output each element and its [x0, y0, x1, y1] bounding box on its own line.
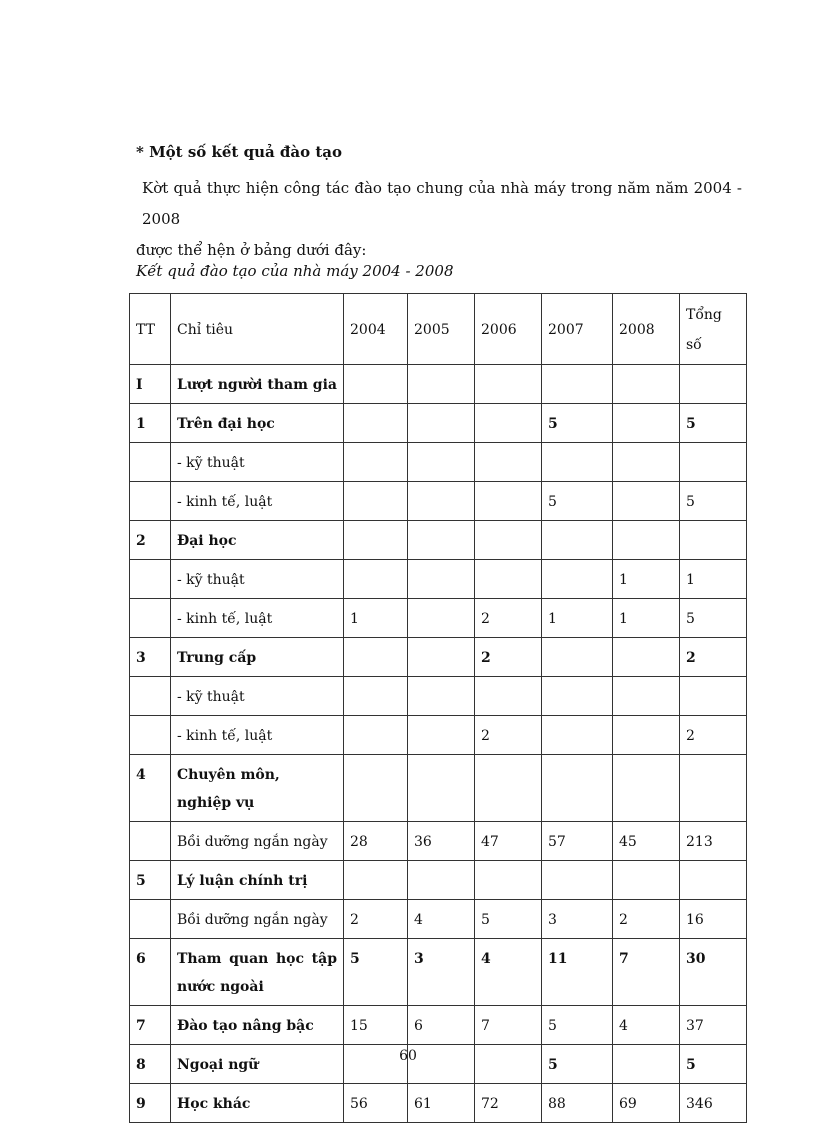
cell-2007: 3 — [542, 900, 613, 939]
cell-2007 — [542, 861, 613, 900]
cell-2006: 7 — [475, 1006, 542, 1045]
cell-label: Trung cấp — [171, 638, 344, 677]
header-tt: TT — [130, 294, 171, 365]
cell-2005 — [408, 716, 475, 755]
cell-2005: 4 — [408, 900, 475, 939]
table-row — [130, 560, 747, 599]
cell-tt: I — [130, 365, 171, 404]
cell-2006 — [475, 521, 542, 560]
cell-total — [680, 755, 747, 822]
cell-2008: 45 — [613, 822, 680, 861]
cell-tt — [130, 900, 171, 939]
cell-tt: 3 — [130, 638, 171, 677]
table-row — [130, 861, 747, 900]
cell-label: Chuyên môn, nghiệp vụ — [171, 755, 344, 822]
cell-2008 — [613, 677, 680, 716]
cell-2004 — [344, 365, 408, 404]
cell-2005: 61 — [408, 1084, 475, 1123]
cell-2006: 47 — [475, 822, 542, 861]
cell-total: 5 — [680, 404, 747, 443]
cell-2006 — [475, 861, 542, 900]
cell-2008 — [613, 521, 680, 560]
cell-2005 — [408, 521, 475, 560]
cell-2007 — [542, 716, 613, 755]
cell-label: Bồi dưỡng ngắn ngày — [171, 900, 344, 939]
intro-paragraph — [136, 173, 742, 266]
cell-total: 5 — [680, 482, 747, 521]
table-row — [130, 1006, 747, 1045]
paragraph-line-1: Kờt quả thực hiện công tác đào tạo chung của nhà máy trong năm năm 2004 - 2008 — [142, 179, 742, 228]
cell-2005 — [408, 365, 475, 404]
cell-2006: 5 — [475, 900, 542, 939]
table-row — [130, 404, 747, 443]
cell-total: 213 — [680, 822, 747, 861]
cell-2006: 2 — [475, 599, 542, 638]
cell-total: 5 — [680, 1045, 747, 1084]
cell-tt: 5 — [130, 861, 171, 900]
cell-total — [680, 861, 747, 900]
cell-2008: 1 — [613, 560, 680, 599]
cell-2007: 5 — [542, 404, 613, 443]
cell-tt: 7 — [130, 1006, 171, 1045]
cell-tt — [130, 822, 171, 861]
cell-2004: 56 — [344, 1084, 408, 1123]
cell-2004 — [344, 521, 408, 560]
cell-2004 — [344, 443, 408, 482]
table-row — [130, 482, 747, 521]
cell-2008: 7 — [613, 939, 680, 1006]
cell-2007: 5 — [542, 1045, 613, 1084]
table-row — [130, 443, 747, 482]
cell-2008: 69 — [613, 1084, 680, 1123]
cell-tt: 1 — [130, 404, 171, 443]
cell-2005 — [408, 638, 475, 677]
table-row — [130, 599, 747, 638]
cell-2005 — [408, 443, 475, 482]
table-row — [130, 716, 747, 755]
cell-2004 — [344, 755, 408, 822]
cell-tt: 2 — [130, 521, 171, 560]
cell-tt — [130, 599, 171, 638]
cell-total: 30 — [680, 939, 747, 1006]
cell-2004: 15 — [344, 1006, 408, 1045]
cell-total — [680, 365, 747, 404]
table-caption: Kết quả đào tạo của nhà máy 2004 - 2008 — [136, 262, 454, 280]
cell-2007 — [542, 677, 613, 716]
cell-total: 16 — [680, 900, 747, 939]
cell-2006 — [475, 755, 542, 822]
table-row — [130, 365, 747, 404]
cell-2005 — [408, 861, 475, 900]
cell-2005: 6 — [408, 1006, 475, 1045]
training-results-table — [129, 293, 747, 1123]
header-2008: 2008 — [613, 294, 680, 365]
cell-2007: 1 — [542, 599, 613, 638]
cell-label: - kinh tế, luật — [171, 482, 344, 521]
cell-2007: 11 — [542, 939, 613, 1006]
cell-label: Học khác — [171, 1084, 344, 1123]
cell-2008 — [613, 638, 680, 677]
cell-2004 — [344, 677, 408, 716]
cell-2007 — [542, 365, 613, 404]
cell-tt — [130, 443, 171, 482]
cell-2007 — [542, 560, 613, 599]
cell-2007 — [542, 521, 613, 560]
cell-2004: 28 — [344, 822, 408, 861]
cell-2006 — [475, 443, 542, 482]
cell-label: Lượt người tham gia — [171, 365, 344, 404]
cell-total: 5 — [680, 599, 747, 638]
cell-2005 — [408, 677, 475, 716]
cell-2008: 1 — [613, 599, 680, 638]
cell-2004 — [344, 482, 408, 521]
cell-2007: 57 — [542, 822, 613, 861]
cell-tt — [130, 482, 171, 521]
cell-2008 — [613, 755, 680, 822]
cell-2005: 3 — [408, 939, 475, 1006]
section-heading: * Một số kết quả đào tạo — [136, 143, 343, 161]
cell-total: 346 — [680, 1084, 747, 1123]
cell-2004 — [344, 560, 408, 599]
cell-2005 — [408, 404, 475, 443]
cell-tt: 4 — [130, 755, 171, 822]
cell-2007 — [542, 755, 613, 822]
cell-2008 — [613, 716, 680, 755]
table-row — [130, 900, 747, 939]
cell-label: Lý luận chính trị — [171, 861, 344, 900]
cell-2005 — [408, 560, 475, 599]
cell-2005: 36 — [408, 822, 475, 861]
table-row — [130, 755, 747, 822]
cell-2005 — [408, 755, 475, 822]
cell-2007 — [542, 638, 613, 677]
cell-tt — [130, 716, 171, 755]
cell-2005 — [408, 599, 475, 638]
cell-total — [680, 677, 747, 716]
cell-2006 — [475, 482, 542, 521]
cell-2006 — [475, 560, 542, 599]
cell-total: 37 — [680, 1006, 747, 1045]
cell-total — [680, 521, 747, 560]
cell-2008 — [613, 443, 680, 482]
cell-label: - kỹ thuật — [171, 560, 344, 599]
header-chi-tieu: Chỉ tiêu — [171, 294, 344, 365]
cell-2007: 5 — [542, 482, 613, 521]
cell-2008 — [613, 365, 680, 404]
table-header-row — [130, 294, 747, 365]
cell-2007 — [542, 443, 613, 482]
header-2007: 2007 — [542, 294, 613, 365]
cell-label: - kinh tế, luật — [171, 716, 344, 755]
cell-label: Tham quan học tập nước ngoài — [171, 939, 344, 1006]
cell-2008: 4 — [613, 1006, 680, 1045]
table-row — [130, 1084, 747, 1123]
cell-2004 — [344, 716, 408, 755]
cell-tt: 9 — [130, 1084, 171, 1123]
cell-2007: 88 — [542, 1084, 613, 1123]
cell-label: Bồi dưỡng ngắn ngày — [171, 822, 344, 861]
cell-label: Đại học — [171, 521, 344, 560]
table-row — [130, 822, 747, 861]
cell-2006 — [475, 365, 542, 404]
header-2005: 2005 — [408, 294, 475, 365]
cell-2004: 2 — [344, 900, 408, 939]
cell-2007: 5 — [542, 1006, 613, 1045]
cell-label: - kỹ thuật — [171, 443, 344, 482]
cell-2006: 72 — [475, 1084, 542, 1123]
cell-label: - kỹ thuật — [171, 677, 344, 716]
cell-tt: 6 — [130, 939, 171, 1006]
cell-2008 — [613, 404, 680, 443]
cell-2004 — [344, 638, 408, 677]
cell-tt: 8 — [130, 1045, 171, 1084]
cell-2006 — [475, 677, 542, 716]
cell-2008: 2 — [613, 900, 680, 939]
cell-2005 — [408, 482, 475, 521]
cell-2004: 1 — [344, 599, 408, 638]
table-row — [130, 521, 747, 560]
cell-total: 1 — [680, 560, 747, 599]
cell-label: Ngoại ngữ — [171, 1045, 344, 1084]
cell-total: 2 — [680, 716, 747, 755]
table-row — [130, 638, 747, 677]
header-2006: 2006 — [475, 294, 542, 365]
cell-tt — [130, 677, 171, 716]
cell-label: Đào tạo nâng bậc — [171, 1006, 344, 1045]
cell-2006: 4 — [475, 939, 542, 1006]
cell-2006 — [475, 404, 542, 443]
paragraph-line-2: được thể hện ở bảng dưới đây: — [136, 241, 367, 259]
cell-2004: 5 — [344, 939, 408, 1006]
cell-2008 — [613, 861, 680, 900]
table-row — [130, 939, 747, 1006]
cell-total: 2 — [680, 638, 747, 677]
cell-tt — [130, 560, 171, 599]
cell-label: Trên đại học — [171, 404, 344, 443]
page-number: 60 — [399, 1048, 417, 1064]
cell-2004 — [344, 404, 408, 443]
cell-total — [680, 443, 747, 482]
cell-label: - kinh tế, luật — [171, 599, 344, 638]
cell-2004 — [344, 861, 408, 900]
header-total: Tổng số — [680, 294, 747, 365]
header-2004: 2004 — [344, 294, 408, 365]
cell-2006: 2 — [475, 638, 542, 677]
table-row — [130, 677, 747, 716]
cell-2008 — [613, 482, 680, 521]
cell-2006: 2 — [475, 716, 542, 755]
